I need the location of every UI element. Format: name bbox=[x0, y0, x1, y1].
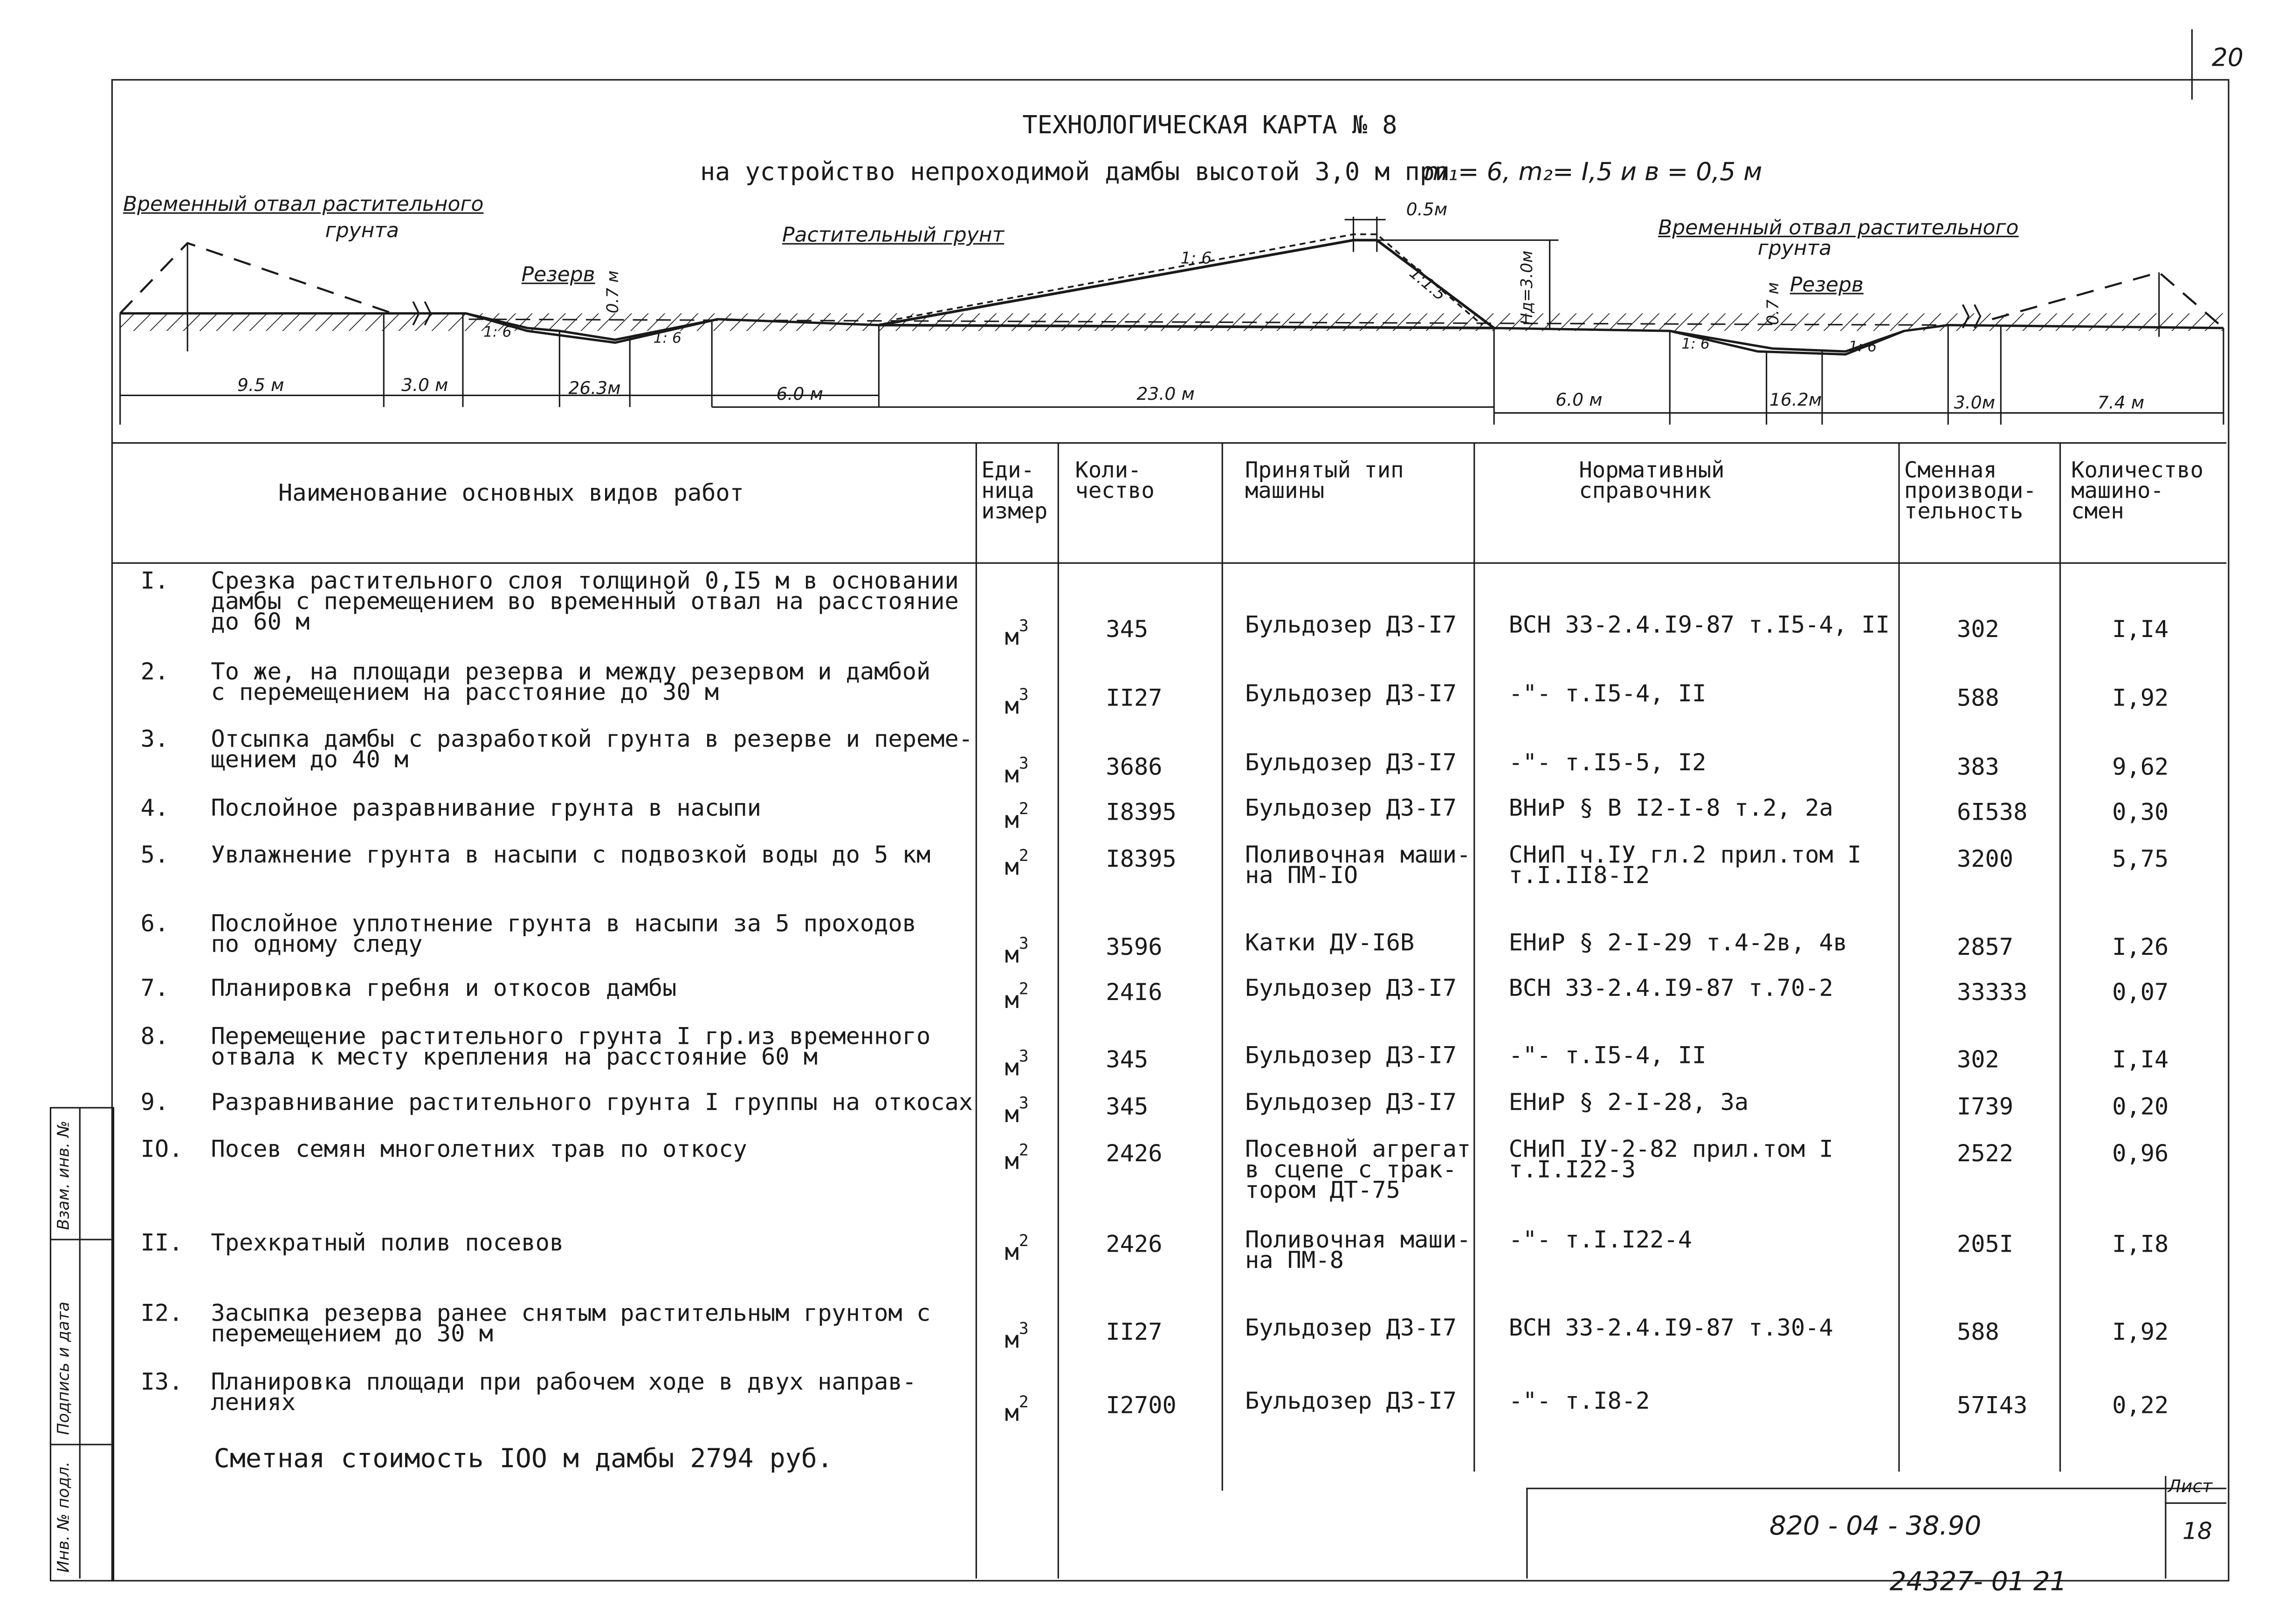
archive-code: 24327- 01 21 bbox=[1889, 1567, 2067, 1598]
cost-note: Сметная стоимость IOO м дамбы 2794 руб. bbox=[213, 1444, 833, 1475]
shifts-cell: I,I4 bbox=[2112, 615, 2169, 643]
quantity-cell: 345 bbox=[1106, 615, 1149, 643]
quantity-cell: 24I6 bbox=[1106, 978, 1163, 1006]
unit-base: м bbox=[1005, 1238, 1019, 1266]
slope-rl-label: 1: 6 bbox=[1681, 336, 1710, 353]
row-number: 9. bbox=[140, 1088, 169, 1116]
shifts-cell: I,I8 bbox=[2112, 1230, 2169, 1258]
unit-cell bbox=[1005, 1094, 1029, 1128]
unit-base: м bbox=[1005, 1398, 1019, 1427]
slope-lr-label: 1: 6 bbox=[653, 331, 682, 347]
shifts-cell: I,26 bbox=[2112, 932, 2169, 961]
row-number: 7. bbox=[140, 973, 169, 1002]
dim-label: 7.4 м bbox=[2097, 392, 2145, 413]
machine-cell: Бульдозер ДЗ-I7 bbox=[1245, 679, 1457, 707]
header-shifts: Количество машино- смен bbox=[2071, 457, 2204, 524]
machine-cell: Посевной агрегат в сцепе с трак- тором ДТ-75 bbox=[1245, 1135, 1471, 1204]
quantity-cell: II27 bbox=[1106, 1318, 1163, 1346]
unit-cell bbox=[1005, 685, 1029, 719]
quantity-cell: 3596 bbox=[1106, 932, 1163, 961]
page-number: 20 bbox=[2211, 44, 2244, 74]
reference-cell: -"- т.I5-4, II bbox=[1508, 679, 1707, 707]
work-name: Трехкратный полив посевов bbox=[211, 1228, 564, 1257]
unit-base: м bbox=[1005, 692, 1019, 719]
productivity-cell: 383 bbox=[1957, 753, 1999, 781]
machine-cell: Бульдозер ДЗ-I7 bbox=[1245, 1041, 1457, 1069]
unit-power: 3 bbox=[1019, 1319, 1029, 1339]
unit-cell bbox=[1005, 1231, 1029, 1266]
header-qty: Коли- чество bbox=[1075, 457, 1155, 504]
slope-back-label: 1: 6 bbox=[1180, 249, 1212, 268]
quantity-cell: 3686 bbox=[1106, 753, 1163, 781]
quantity-cell: II27 bbox=[1106, 684, 1163, 712]
quantity-cell: 2426 bbox=[1106, 1230, 1163, 1258]
productivity-cell: 57I43 bbox=[1957, 1391, 2028, 1419]
machine-cell: Катки ДУ-I6В bbox=[1245, 928, 1415, 956]
productivity-cell: 3200 bbox=[1957, 845, 2014, 873]
unit-power: 3 bbox=[1019, 1047, 1029, 1066]
work-name: Засыпка резерва ранее снятым растительным грунтом с перемещением до 30 м bbox=[211, 1299, 931, 1347]
unit-power: 2 bbox=[1019, 1392, 1029, 1412]
slope-ll-label: 1: 6 bbox=[483, 325, 512, 342]
unit-base: м bbox=[1005, 940, 1019, 969]
machine-cell: Бульдозер ДЗ-I7 bbox=[1245, 973, 1457, 1002]
topsoil-label: Растительный грунт bbox=[782, 224, 1005, 248]
productivity-cell: I739 bbox=[1957, 1092, 2014, 1120]
row-number: 2. bbox=[140, 657, 169, 685]
work-name: Срезка растительного слоя толщиной 0,I5 м в основании дамбы с перемещением во временный отвал на расстояние до 60 м bbox=[211, 567, 959, 636]
spoil-right-label: Временный отвал растительного bbox=[1658, 217, 2019, 240]
document-code: 820 - 04 - 38.90 bbox=[1769, 1511, 1982, 1542]
work-name: Посев семян многолетних трав по откосу bbox=[211, 1135, 747, 1163]
row-number: I3. bbox=[140, 1367, 183, 1396]
shifts-cell: 0,96 bbox=[2112, 1139, 2169, 1167]
unit-base: м bbox=[1005, 1053, 1019, 1082]
shifts-cell: 0,30 bbox=[2112, 798, 2169, 826]
machine-cell: Бульдозер ДЗ-I7 bbox=[1245, 1313, 1457, 1342]
reference-cell: -"- т.I5-5, I2 bbox=[1508, 748, 1707, 776]
quantity-cell: I8395 bbox=[1106, 798, 1177, 826]
productivity-cell: 33333 bbox=[1957, 978, 2028, 1006]
machine-cell: Бульдозер ДЗ-I7 bbox=[1245, 1386, 1457, 1415]
unit-power: 2 bbox=[1019, 980, 1029, 999]
dim-label: 16.2м bbox=[1769, 389, 1822, 410]
unit-base: м bbox=[1005, 1147, 1019, 1175]
unit-power: 3 bbox=[1019, 685, 1029, 705]
productivity-cell: 588 bbox=[1957, 684, 1999, 712]
unit-power: 2 bbox=[1019, 1231, 1029, 1251]
reserve-right-label: Резерв bbox=[1789, 274, 1864, 297]
unit-cell bbox=[1005, 1319, 1029, 1354]
page-title: ТЕХНОЛОГИЧЕСКАЯ КАРТА № 8 bbox=[1022, 111, 1397, 141]
productivity-cell: 302 bbox=[1957, 1045, 1999, 1074]
row-number: IO. bbox=[140, 1135, 183, 1163]
dim-label: 6.0 м bbox=[1555, 389, 1603, 410]
machine-cell: Бульдозер ДЗ-I7 bbox=[1245, 610, 1457, 639]
spoil-left bbox=[120, 243, 392, 314]
reference-cell: ВСН 33-2.4.I9-87 т.I5-4, II bbox=[1508, 610, 1890, 639]
work-name: Увлажнение грунта в насыпи с подвозкой воды до 5 км bbox=[211, 840, 931, 869]
page-subtitle: на устройство непроходимой дамбы высотой 3,0 м при bbox=[700, 158, 1450, 188]
unit-power: 3 bbox=[1019, 754, 1029, 774]
shifts-cell: 0,20 bbox=[2112, 1092, 2169, 1120]
spoil-left-label: Временный отвал растительного bbox=[123, 193, 484, 217]
subtitle-params: m₁= 6, m₂= I,5 и в = 0,5 м bbox=[1424, 158, 1762, 188]
productivity-cell: 302 bbox=[1957, 615, 1999, 643]
row-number: 5. bbox=[140, 840, 169, 869]
sheet-number: 18 bbox=[2182, 1517, 2213, 1545]
dim-label: 3.0 м bbox=[401, 375, 448, 396]
reference-cell: ВСН 33-2.4.I9-87 т.70-2 bbox=[1508, 973, 1833, 1002]
unit-power: 3 bbox=[1019, 616, 1029, 636]
unit-cell bbox=[1005, 1140, 1029, 1175]
unit-cell bbox=[1005, 799, 1029, 834]
stamp-sign-date: Подпись и дата bbox=[54, 1302, 74, 1435]
unit-cell bbox=[1005, 616, 1029, 651]
machine-cell: Бульдозер ДЗ-I7 bbox=[1245, 748, 1457, 776]
unit-base: м bbox=[1005, 623, 1019, 651]
dim-label: 3.0м bbox=[1954, 392, 1996, 413]
unit-power: 3 bbox=[1019, 934, 1029, 953]
spoil-left-label-2: грунта bbox=[325, 219, 399, 243]
work-name: Разравнивание растительного грунта I группы на откосах bbox=[211, 1088, 973, 1116]
unit-cell bbox=[1005, 846, 1029, 881]
unit-base: м bbox=[1005, 760, 1019, 788]
machine-cell: Поливочная маши- на ПМ-IO bbox=[1245, 840, 1471, 889]
unit-base: м bbox=[1005, 1325, 1019, 1354]
header-unit: Еди- ница измер bbox=[981, 457, 1048, 524]
reference-cell: -"- т.I8-2 bbox=[1508, 1386, 1650, 1415]
dim-label: 9.5 м bbox=[237, 375, 284, 396]
depth-right-label: 0.7 м bbox=[1763, 282, 1783, 325]
crest-width-label: 0.5м bbox=[1406, 199, 1448, 220]
work-name: Перемещение растительного грунта I гр.из временного отвала к месту крепления на расстояние 60 м bbox=[211, 1022, 931, 1071]
row-number: 8. bbox=[140, 1022, 169, 1050]
machine-cell: Бульдозер ДЗ-I7 bbox=[1245, 794, 1457, 822]
stamp-inv-orig: Инв. № подл. bbox=[54, 1461, 74, 1573]
work-name: Планировка гребня и откосов дамбы bbox=[211, 973, 677, 1002]
shifts-cell: I,92 bbox=[2112, 1318, 2169, 1346]
productivity-cell: 2857 bbox=[1957, 932, 2014, 961]
header-prod: Сменная производи- тельность bbox=[1904, 457, 2037, 524]
quantity-cell: 345 bbox=[1106, 1092, 1149, 1120]
work-name: Планировка площади при рабочем ходе в двух направ- лениях bbox=[211, 1367, 916, 1416]
machine-cell: Бульдозер ДЗ-I7 bbox=[1245, 1088, 1457, 1116]
slope-rr-label: 1: 6 bbox=[1848, 340, 1877, 356]
slope-front-label: 1:1.5 bbox=[1405, 263, 1450, 305]
row-number: 6. bbox=[140, 909, 169, 938]
depth-left-label: 0.7 м bbox=[603, 270, 623, 314]
productivity-cell: 588 bbox=[1957, 1318, 1999, 1346]
machine-cell: Поливочная маши- на ПМ-8 bbox=[1245, 1226, 1471, 1274]
unit-cell bbox=[1005, 980, 1029, 1014]
unit-base: м bbox=[1005, 852, 1019, 881]
reserve-left-label: Резерв bbox=[521, 263, 595, 287]
work-name: Послойное уплотнение грунта в насыпи за 5 проходов по одному следу bbox=[211, 909, 916, 958]
productivity-cell: 6I538 bbox=[1957, 798, 2028, 826]
row-number: II. bbox=[140, 1228, 183, 1257]
spoil-right-label-2: грунта bbox=[1757, 237, 1832, 261]
header-name: Наименование основных видов работ bbox=[278, 479, 744, 507]
work-name: То же, на площади резерва и между резервом и дамбой с перемещением на расстояние до 30 м bbox=[211, 657, 931, 706]
reference-cell: ЕНиР § 2-I-29 т.4-2в, 4в bbox=[1508, 928, 1848, 956]
header-machine: Принятый тип машины bbox=[1245, 457, 1404, 504]
work-name: Послойное разравнивание грунта в насыпи bbox=[211, 794, 762, 822]
reference-cell: -"- т.I.I22-4 bbox=[1508, 1226, 1693, 1254]
unit-power: 2 bbox=[1019, 1140, 1029, 1160]
shifts-cell: 0,07 bbox=[2112, 978, 2169, 1006]
reference-cell: -"- т.I5-4, II bbox=[1508, 1041, 1707, 1069]
productivity-cell: 205I bbox=[1957, 1230, 2014, 1258]
reference-cell: СНиП IУ-2-82 прил.том I т.I.I22-3 bbox=[1508, 1135, 1833, 1183]
shifts-cell: 9,62 bbox=[2112, 753, 2169, 781]
dim-label: 6.0 м bbox=[776, 384, 823, 404]
stamp-vzam-inv: Взам. инв. № bbox=[54, 1120, 74, 1230]
reference-cell: СНиП ч.IУ гл.2 прил.том I т.I.II8-I2 bbox=[1508, 840, 1862, 889]
unit-power: 3 bbox=[1019, 1094, 1029, 1113]
unit-cell bbox=[1005, 934, 1029, 969]
row-number: I. bbox=[140, 567, 169, 595]
height-label: Hд=3.0м bbox=[1517, 250, 1537, 325]
row-number: I2. bbox=[140, 1299, 183, 1327]
shifts-cell: I,92 bbox=[2112, 684, 2169, 712]
shifts-cell: 0,22 bbox=[2112, 1391, 2169, 1419]
quantity-cell: I2700 bbox=[1106, 1391, 1177, 1419]
unit-cell bbox=[1005, 1047, 1029, 1082]
row-number: 3. bbox=[140, 725, 169, 753]
reference-cell: ВНиР § В I2-I-8 т.2, 2а bbox=[1508, 794, 1833, 822]
header-ref: Нормативный справочник bbox=[1579, 457, 1725, 504]
unit-power: 2 bbox=[1019, 846, 1029, 866]
productivity-cell: 2522 bbox=[1957, 1139, 2014, 1167]
reference-cell: ЕНиР § 2-I-28, 3а bbox=[1508, 1088, 1749, 1116]
dim-label: 23.0 м bbox=[1136, 384, 1195, 404]
row-number: 4. bbox=[140, 794, 169, 822]
quantity-cell: 345 bbox=[1106, 1045, 1149, 1074]
quantity-cell: 2426 bbox=[1106, 1139, 1163, 1167]
quantity-cell: I8395 bbox=[1106, 845, 1177, 873]
unit-cell bbox=[1005, 754, 1029, 788]
sheet-label: Лист bbox=[2168, 1476, 2213, 1497]
topsoil-layer bbox=[896, 234, 1482, 325]
unit-base: м bbox=[1005, 986, 1019, 1014]
reference-cell: ВСН 33-2.4.I9-87 т.30-4 bbox=[1508, 1313, 1833, 1342]
unit-cell bbox=[1005, 1392, 1029, 1427]
work-name: Отсыпка дамбы с разработкой грунта в резерве и переме- щением до 40 м bbox=[211, 725, 973, 774]
dim-label: 26.3м bbox=[568, 377, 621, 398]
unit-base: м bbox=[1005, 1100, 1019, 1128]
unit-power: 2 bbox=[1019, 799, 1029, 819]
unit-base: м bbox=[1005, 806, 1019, 834]
shifts-cell: I,I4 bbox=[2112, 1045, 2169, 1074]
shifts-cell: 5,75 bbox=[2112, 845, 2169, 873]
